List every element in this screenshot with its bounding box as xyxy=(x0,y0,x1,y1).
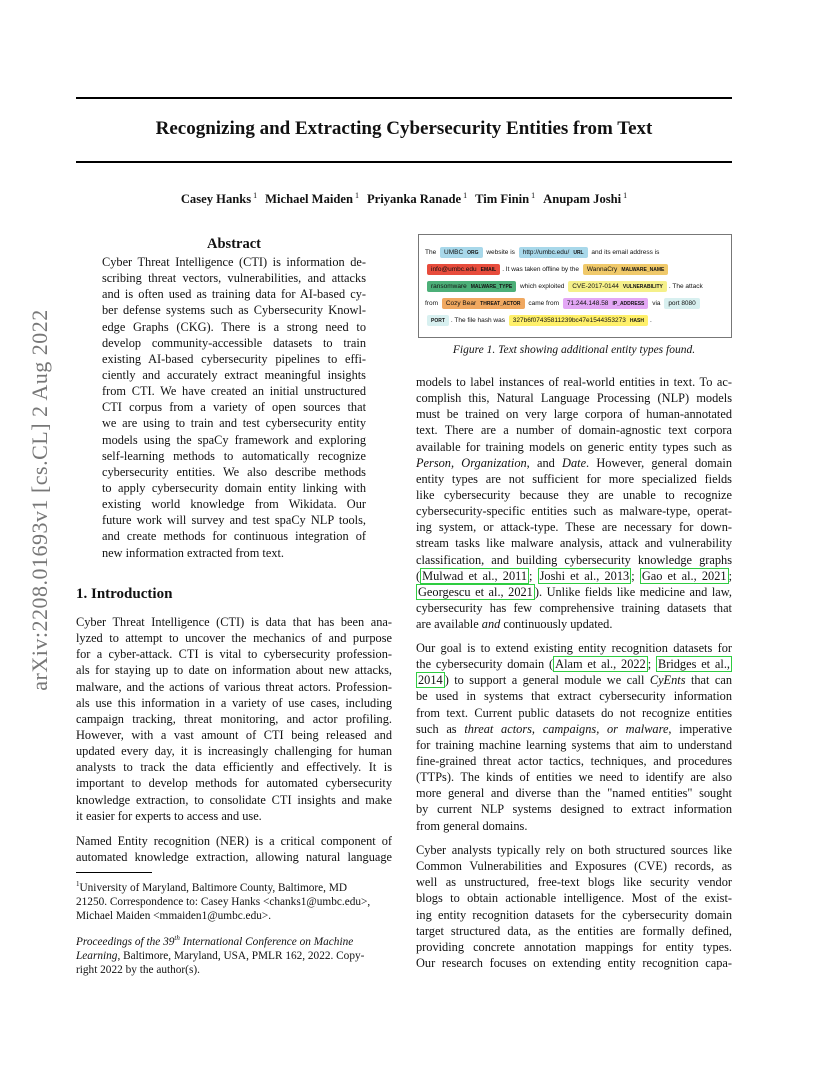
proceedings-suffix: International Conference on Machine xyxy=(179,935,354,948)
text-segment: models to label instances of real-world entities in text. To ac- xyxy=(416,375,732,389)
text-segment: ). Unlike fields like medicine and law, xyxy=(534,584,732,599)
text-line xyxy=(416,439,732,455)
entity-label: VULNERABILITY xyxy=(622,284,663,290)
text-segment: entity types are not sufficient for more specialized fields xyxy=(416,471,732,486)
text-line: it easier for experts to access and use. xyxy=(76,808,262,823)
text-line: updated every day, it is increasingly challenging for human xyxy=(76,744,392,759)
entity-label: HASH xyxy=(629,318,644,324)
text-line: malware, and the actions of various threat actors. Profession- xyxy=(76,679,392,694)
entity-text: info@umbc.edu xyxy=(431,266,477,273)
text-segment: Our research focuses on extending entity recognition capa- xyxy=(416,955,732,970)
entity-label: URL xyxy=(573,250,584,256)
figure-text: website is xyxy=(484,249,517,256)
text-segment: that can xyxy=(685,673,732,688)
text-line: Cyber Threat Intelligence (CTI) is data that has been ana- xyxy=(76,615,392,629)
text-line xyxy=(416,584,732,600)
author-name: Anupam Joshi xyxy=(543,192,622,207)
text-segment: providing concrete annotation mappings for entity types. xyxy=(416,939,732,954)
entity-text: ransomware xyxy=(431,283,467,290)
entity-label: ORG xyxy=(467,250,479,256)
figure-text-row xyxy=(425,315,652,326)
figure-text: which exploited xyxy=(518,283,567,290)
text-line xyxy=(416,656,732,672)
entity-highlight xyxy=(427,315,449,326)
text-segment: for training machine learning systems that aim to understand xyxy=(416,737,732,752)
text-line xyxy=(416,471,732,487)
text-line xyxy=(416,390,732,406)
text-segment: available for training models on generic entity types such as xyxy=(416,439,732,454)
entity-highlight xyxy=(427,281,516,292)
text-line: models using the spaCy framework and exploring xyxy=(102,432,366,447)
citation-link[interactable]: Gao et al., 2021 xyxy=(641,568,727,583)
figure-caption xyxy=(418,344,730,356)
author xyxy=(367,192,467,206)
text-segment: fine-grained threat actor tactics, techniques, and procedures xyxy=(416,753,732,768)
author-affil-mark: 1 xyxy=(529,191,536,200)
author xyxy=(475,192,535,206)
paper-title: Recognizing and Extracting Cybersecurity Entities from Text xyxy=(155,118,653,139)
text-line xyxy=(416,406,732,422)
text-line xyxy=(416,753,732,769)
text-line xyxy=(416,568,732,584)
text-line: develop community-accessible datasets to train xyxy=(102,335,366,350)
proceedings-prefix: Proceedings of the xyxy=(76,935,164,948)
figure-caption-text: Figure 1. Text showing additional entity types found. xyxy=(452,344,696,356)
text-line: existing world knowledge from Wikidata. Our xyxy=(102,497,366,512)
text-line: automated knowledge extraction, allowing natural language xyxy=(76,850,392,865)
text-line xyxy=(416,858,732,874)
text-segment: continuously updated. xyxy=(500,617,613,632)
text-line xyxy=(416,939,732,955)
entity-text: Cozy Bear xyxy=(445,300,477,307)
text-segment: ; xyxy=(631,568,640,583)
text-line xyxy=(416,672,732,688)
abstract-body xyxy=(102,254,366,561)
text-line xyxy=(416,616,732,632)
proceedings-copyright: right 2022 by the author(s). xyxy=(76,963,200,976)
text-segment: cybersecurity has few comprehensive training datasets that xyxy=(416,600,732,615)
entity-highlight xyxy=(664,298,699,309)
text-line: Cyber Threat Intelligence (CTI) is information de- xyxy=(102,255,366,269)
figure-text: The xyxy=(425,249,439,256)
text-line: for a cyber-attack. CTI is vital to cybersecurity profession- xyxy=(76,647,392,662)
footnote-mark: 1 xyxy=(76,880,80,888)
title-rule-bottom xyxy=(76,161,732,163)
proceedings-ordinal: th xyxy=(174,934,180,942)
arxiv-sidebar xyxy=(20,290,60,710)
figure-text: . The file hash was xyxy=(450,317,507,324)
footnote-proceedings xyxy=(76,931,392,977)
text-line xyxy=(416,503,732,519)
entity-highlight xyxy=(440,247,483,258)
text-line: self-learning methods to automatically recognize xyxy=(102,448,366,463)
text-segment: ; xyxy=(529,568,538,583)
entity-text: CVE-2017-0144 xyxy=(572,283,619,290)
entity-highlight xyxy=(427,264,500,275)
arxiv-identifier: arXiv:2208.01693v1 [cs.CL] 2 Aug 2022 xyxy=(27,309,52,691)
author-affil-mark: 1 xyxy=(621,191,628,200)
author-affil-mark: 1 xyxy=(352,191,359,200)
footnote-line: University of Maryland, Baltimore County, Baltimore, MD xyxy=(79,881,348,894)
text-segment: stream tasks like malware analysis, attack and vulnerability xyxy=(416,536,732,551)
italic-text: Person, Organization xyxy=(416,455,527,470)
text-line xyxy=(416,640,732,656)
entity-text: UMBC xyxy=(444,249,464,256)
author xyxy=(265,192,359,206)
proceedings-learning: Learning xyxy=(76,949,118,962)
entity-label: IP_ADDRESS xyxy=(612,301,645,307)
text-line: from CTI. We have created an initial unstructured xyxy=(102,384,366,399)
text-line xyxy=(416,519,732,535)
text-line: However, with a vast amount of CTI being released and xyxy=(76,727,392,742)
figure-text-row xyxy=(425,298,702,309)
entity-text: 71.244.148.58 xyxy=(566,300,609,307)
author-affil-mark: 1 xyxy=(251,191,258,200)
text-line xyxy=(416,487,732,503)
text-line: future work will survey and test spaCy NLP tools, xyxy=(102,513,366,528)
entity-text: port 8080 xyxy=(668,300,696,307)
text-segment: . However, general domain xyxy=(586,455,732,470)
text-line xyxy=(416,721,732,737)
text-line xyxy=(416,422,732,438)
figure-text: came from xyxy=(526,300,561,307)
entity-highlight xyxy=(519,247,588,258)
text-segment: the cybersecurity domain ( xyxy=(416,657,554,672)
citation-link[interactable]: 2014 xyxy=(418,673,443,688)
author-name: Tim Finin xyxy=(475,192,530,207)
text-segment: classification, and building cybersecurity knowledge graphs xyxy=(416,552,732,567)
text-line: als for staying up to date on information about new attacks, xyxy=(76,663,392,678)
text-line xyxy=(416,374,732,390)
text-line: new information extracted from text. xyxy=(102,545,285,560)
text-line: cybersecurity entities. We also describe methods xyxy=(102,464,366,479)
text-line xyxy=(416,552,732,568)
right-paragraph-2 xyxy=(416,640,732,834)
text-line: and is often used as training data for AI-based cy- xyxy=(102,287,366,302)
text-segment: , and xyxy=(526,455,563,470)
entity-text: WannaCry xyxy=(586,266,618,273)
figure-text-row xyxy=(425,281,703,292)
author xyxy=(543,192,627,206)
text-segment: from text. Current public datasets do not recognize entities xyxy=(416,705,732,720)
text-segment: by current NLP systems designed to extract information xyxy=(416,802,732,817)
text-line xyxy=(416,705,732,721)
text-line: lyzed to attempt to uncover the mechanics of and purpose xyxy=(76,631,392,646)
text-line xyxy=(416,455,732,471)
text-segment: well as unstructured, free-text blogs like security vendor xyxy=(416,875,732,890)
italic-text: CyEnts xyxy=(649,673,686,688)
text-line: analysts to track the data efficiently and effectively. It is xyxy=(76,760,392,775)
text-segment: ; xyxy=(647,657,656,672)
figure-1-entity-example xyxy=(418,234,732,338)
text-line: Named Entity recognition (NER) is a critical component of xyxy=(76,834,392,848)
text-line: campaign tracking, threat monitoring, and actor profiling. xyxy=(76,711,392,726)
text-segment: like cybersecurity because they are unable to recognize xyxy=(416,487,732,502)
text-line: CTI corpus from a variety of open sources that xyxy=(102,400,366,415)
entity-text: 327b6f07435811239bc47e1544353273 xyxy=(512,317,626,324)
right-paragraph-3 xyxy=(416,842,732,971)
text-line: ciently and accurately extract meaningful insights xyxy=(102,367,366,382)
text-line xyxy=(416,769,732,785)
text-line xyxy=(416,818,732,834)
text-segment: complish this, Natural Language Processing (NLP) models xyxy=(416,391,732,406)
entity-highlight xyxy=(583,264,669,275)
figure-text: from xyxy=(425,300,440,307)
text-line: important to develop methods for automated cybersecurity xyxy=(76,776,392,791)
italic-text: threat actors, campaigns, or malware xyxy=(464,721,669,736)
title-rule-top xyxy=(76,97,732,99)
author xyxy=(181,192,257,206)
entity-label: THREAT_ACTOR xyxy=(480,301,521,307)
citation-link[interactable]: Joshi et al., 2013 xyxy=(539,568,630,583)
text-segment: text. There are a number of domain-agnostic text corpora xyxy=(416,423,732,438)
entity-highlight xyxy=(442,298,525,309)
text-line xyxy=(416,842,732,858)
text-segment: more general and diverse than the "named entities" sought xyxy=(416,786,732,801)
text-line xyxy=(416,785,732,801)
citation-link[interactable]: Georgescu et al., 2021 xyxy=(418,584,533,599)
footnote-rule xyxy=(76,872,152,873)
text-line xyxy=(416,874,732,890)
entity-label: MALWARE_NAME xyxy=(621,267,665,273)
text-line xyxy=(416,688,732,704)
intro-paragraph-2 xyxy=(76,833,392,865)
footnote-line: Michael Maiden <mmaiden1@umbc.edu>. xyxy=(76,909,272,922)
figure-text-row xyxy=(425,264,670,275)
intro-paragraph-1 xyxy=(76,614,392,824)
figure-text: via xyxy=(650,300,663,307)
text-segment: are available xyxy=(416,617,482,632)
citation-link[interactable]: Mulwad et al., 2011 xyxy=(422,568,528,583)
author-name: Casey Hanks xyxy=(180,192,252,207)
text-segment: ing system, or attack-type. These are necessary for down- xyxy=(416,520,732,535)
text-segment: must be trained on very large corpora of human-annotated xyxy=(416,407,732,422)
entity-highlight xyxy=(568,281,667,292)
figure-text-row xyxy=(425,247,659,258)
proceedings-location: , Baltimore, Maryland, USA, PMLR 162, 2022. Copy- xyxy=(117,949,365,962)
text-line: existing AI-based cybersecurity pipelines to effi- xyxy=(102,351,366,366)
text-line xyxy=(416,890,732,906)
author-affil-mark: 1 xyxy=(461,191,468,200)
text-segment: ; xyxy=(728,568,733,583)
abstract-heading: Abstract xyxy=(207,236,261,252)
text-line xyxy=(416,600,732,616)
text-segment: , imperative xyxy=(668,721,732,736)
italic-text: and xyxy=(481,617,501,632)
text-segment: such as xyxy=(416,721,465,736)
italic-text: Date xyxy=(562,455,587,470)
text-line: we are using to train and test cybersecurity entity xyxy=(102,416,366,431)
text-segment: ( xyxy=(416,568,421,583)
citation-link[interactable]: Alam et al., 2022 xyxy=(555,657,646,672)
text-line: to apply cybersecurity domain entity linking with xyxy=(102,480,366,495)
text-line: ber defense systems such as Cybersecurity Knowl- xyxy=(102,303,366,318)
text-line: and create methods for continuous integration of xyxy=(102,529,366,544)
text-segment: (TTPs). The kinds of entities we need to identify are also xyxy=(416,770,732,785)
figure-text: . It was taken offline by the xyxy=(502,266,581,273)
text-segment: cybersecurity-specific entities such as malware-type, operat- xyxy=(416,504,732,519)
author-name: Priyanka Ranade xyxy=(366,192,462,207)
text-segment: be used in systems that extract cybersecurity information xyxy=(416,689,732,704)
entity-highlight xyxy=(563,298,649,309)
author-name: Michael Maiden xyxy=(265,192,353,207)
entity-text: http://umbc.edu/ xyxy=(522,249,570,256)
footnote-line: 21250. Correspondence to: Casey Hanks <chanks1@umbc.edu>, xyxy=(76,895,371,908)
text-line xyxy=(416,907,732,923)
right-paragraph-1 xyxy=(416,374,732,632)
text-line: edge Graphs (CKG). There is a strong need to xyxy=(102,319,366,334)
text-segment: target structured data, as the entities are formally defined, xyxy=(416,923,732,938)
citation-link[interactable]: Bridges et al., xyxy=(657,657,731,672)
text-segment: ing entity recognition datasets for the cybersecurity domain xyxy=(416,907,732,922)
footnote-affiliation xyxy=(76,877,392,923)
text-segment: from general domains. xyxy=(416,818,528,833)
section-heading-introduction: 1. Introduction xyxy=(76,586,173,602)
text-segment: Cyber analysts typically rely on both structured sources like xyxy=(416,843,732,857)
figure-text: . xyxy=(649,317,652,324)
text-line: knowledge extraction, to consolidate CTI insights and make xyxy=(76,792,392,807)
text-segment: Our goal is to extend existing entity recognition datasets for xyxy=(416,641,732,655)
proceedings-number: 39 xyxy=(163,935,175,948)
text-line xyxy=(416,955,732,971)
text-line xyxy=(416,737,732,753)
text-line: als use this information in a variety of use cases, including xyxy=(76,695,392,710)
author-list xyxy=(76,191,732,207)
text-line xyxy=(416,535,732,551)
figure-text: and its email address is xyxy=(589,249,660,256)
entity-label: MALWARE_TYPE xyxy=(470,284,513,290)
text-segment: blogs to obtain actionable intelligence. Most of the exist- xyxy=(416,891,732,906)
text-segment: ) to support a general module we call xyxy=(444,673,650,688)
text-segment: Common Vulnerabilities and Exposures (CVE) records, as xyxy=(416,859,732,874)
entity-text: PORT xyxy=(431,318,445,324)
text-line: scribing threat vectors, vulnerabilities, and attacks xyxy=(102,271,366,286)
text-line xyxy=(416,923,732,939)
entity-label: EMAIL xyxy=(480,267,497,273)
text-line xyxy=(416,801,732,817)
entity-highlight xyxy=(509,315,648,326)
figure-text: . The attack xyxy=(668,283,703,290)
